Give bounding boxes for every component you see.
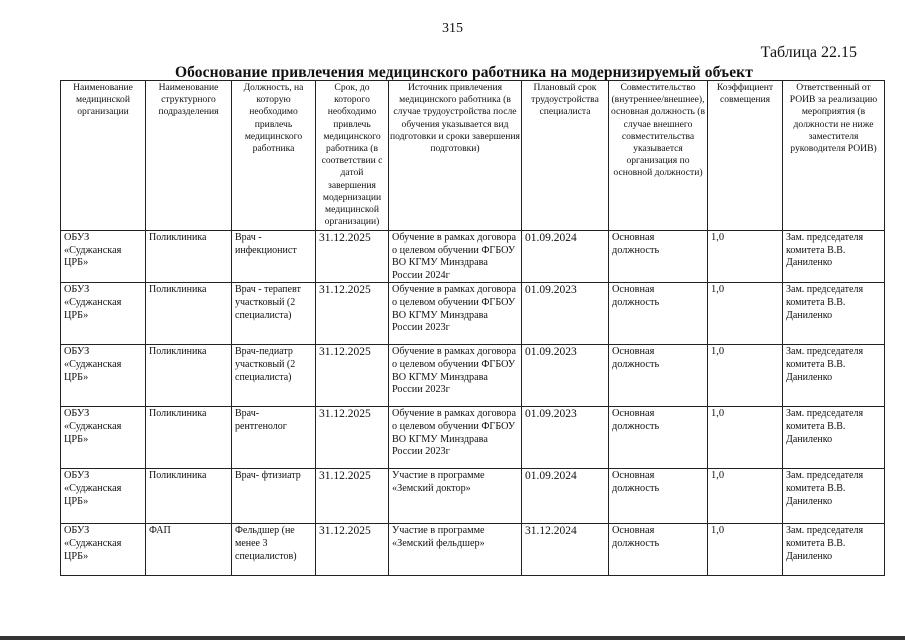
document-title: Обоснование привлечения медицинского работника на модернизируемый объект	[175, 64, 753, 81]
cell-org: ОБУЗ «Суджанская ЦРБ»	[61, 469, 146, 524]
header-source: Источник привлечения медицинского работника (в случае трудоустройства после обучения указывается вид подготовки и сроки завершения подготовки)	[389, 81, 522, 231]
cell-position: Врач-педиатр участковый (2 специалиста)	[232, 345, 316, 407]
cell-unit: Поликлиника	[146, 283, 232, 345]
table-row	[61, 345, 885, 407]
cell-planned-date: 01.09.2023	[522, 345, 609, 407]
table-row	[61, 283, 885, 345]
cell-combination: Основная должность	[609, 407, 708, 469]
cell-coefficient: 1,0	[708, 283, 783, 345]
cell-org: ОБУЗ «Суджанская ЦРБ»	[61, 524, 146, 576]
cell-deadline: 31.12.2025	[316, 283, 389, 345]
cell-combination: Основная должность	[609, 469, 708, 524]
header-deadline: Срок, до которого необходимо привлечь медицинского работника (в соответствии с датой завершения модернизации медицинской организации)	[316, 81, 389, 231]
cell-org: ОБУЗ «Суджанская ЦРБ»	[61, 345, 146, 407]
cell-position: Фельдшер (не менее 3 специалистов)	[232, 524, 316, 576]
cell-responsible: Зам. председателя комитета В.В. Даниленко	[783, 345, 885, 407]
cell-org: ОБУЗ «Суджанская ЦРБ»	[61, 407, 146, 469]
justification-table	[60, 80, 885, 576]
cell-coefficient: 1,0	[708, 469, 783, 524]
header-responsible: Ответственный от РОИВ за реализацию мероприятия (в должности не ниже заместителя руководителя РОИВ)	[783, 81, 885, 231]
cell-deadline: 31.12.2025	[316, 469, 389, 524]
cell-position: Врач- рентгенолог	[232, 407, 316, 469]
cell-deadline: 31.12.2025	[316, 524, 389, 576]
cell-combination: Основная должность	[609, 231, 708, 283]
cell-org: ОБУЗ «Суджанская ЦРБ»	[61, 231, 146, 283]
header-combination: Совместительство (внутреннее/внешнее), основная должность (в случае внешнего совместительства указывается организация по основной должности)	[609, 81, 708, 231]
page-number: 315	[442, 21, 463, 36]
cell-position: Врач - инфекционист	[232, 231, 316, 283]
cell-planned-date: 01.09.2023	[522, 407, 609, 469]
cell-responsible: Зам. председателя комитета В.В. Даниленко	[783, 469, 885, 524]
cell-coefficient: 1,0	[708, 407, 783, 469]
cell-deadline: 31.12.2025	[316, 345, 389, 407]
cell-responsible: Зам. председателя комитета В.В. Даниленко	[783, 231, 885, 283]
table-row	[61, 524, 885, 576]
scan-edge-divider	[0, 636, 905, 640]
header-coefficient: Коэффициент совмещения	[708, 81, 783, 231]
cell-unit: ФАП	[146, 524, 232, 576]
cell-unit: Поликлиника	[146, 469, 232, 524]
header-org: Наименование медицинской организации	[61, 81, 146, 231]
cell-deadline: 31.12.2025	[316, 407, 389, 469]
table-header-row	[61, 81, 885, 231]
cell-coefficient: 1,0	[708, 345, 783, 407]
cell-source: Обучение в рамках договора о целевом обучении ФГБОУ ВО КГМУ Минздрава России 2024г	[389, 231, 522, 283]
cell-unit: Поликлиника	[146, 345, 232, 407]
cell-planned-date: 01.09.2024	[522, 231, 609, 283]
header-position: Должность, на которую необходимо привлечь медицинского работника	[232, 81, 316, 231]
cell-responsible: Зам. председателя комитета В.В. Даниленко	[783, 524, 885, 576]
cell-responsible: Зам. председателя комитета В.В. Даниленко	[783, 283, 885, 345]
cell-unit: Поликлиника	[146, 231, 232, 283]
cell-source: Обучение в рамках договора о целевом обучении ФГБОУ ВО КГМУ Минздрава России 2023г	[389, 407, 522, 469]
cell-planned-date: 31.12.2024	[522, 524, 609, 576]
cell-source: Участие в программе «Земский фельдшер»	[389, 524, 522, 576]
header-planned-date: Плановый срок трудоустройства специалиста	[522, 81, 609, 231]
cell-combination: Основная должность	[609, 524, 708, 576]
cell-combination: Основная должность	[609, 345, 708, 407]
cell-planned-date: 01.09.2024	[522, 469, 609, 524]
cell-source: Обучение в рамках договора о целевом обучении ФГБОУ ВО КГМУ Минздрава России 2023г	[389, 345, 522, 407]
cell-position: Врач- фтизиатр	[232, 469, 316, 524]
cell-unit: Поликлиника	[146, 407, 232, 469]
cell-coefficient: 1,0	[708, 524, 783, 576]
cell-position: Врач - терапевт участковый (2 специалиста)	[232, 283, 316, 345]
table-row	[61, 407, 885, 469]
cell-source: Участие в программе «Земский доктор»	[389, 469, 522, 524]
table-row	[61, 231, 885, 283]
header-unit: Наименование структурного подразделения	[146, 81, 232, 231]
table-label: Таблица 22.15	[760, 44, 857, 61]
cell-planned-date: 01.09.2023	[522, 283, 609, 345]
cell-source: Обучение в рамках договора о целевом обучении ФГБОУ ВО КГМУ Минздрава России 2023г	[389, 283, 522, 345]
cell-combination: Основная должность	[609, 283, 708, 345]
cell-org: ОБУЗ «Суджанская ЦРБ»	[61, 283, 146, 345]
table-row	[61, 469, 885, 524]
cell-responsible: Зам. председателя комитета В.В. Даниленко	[783, 407, 885, 469]
cell-coefficient: 1,0	[708, 231, 783, 283]
cell-deadline: 31.12.2025	[316, 231, 389, 283]
